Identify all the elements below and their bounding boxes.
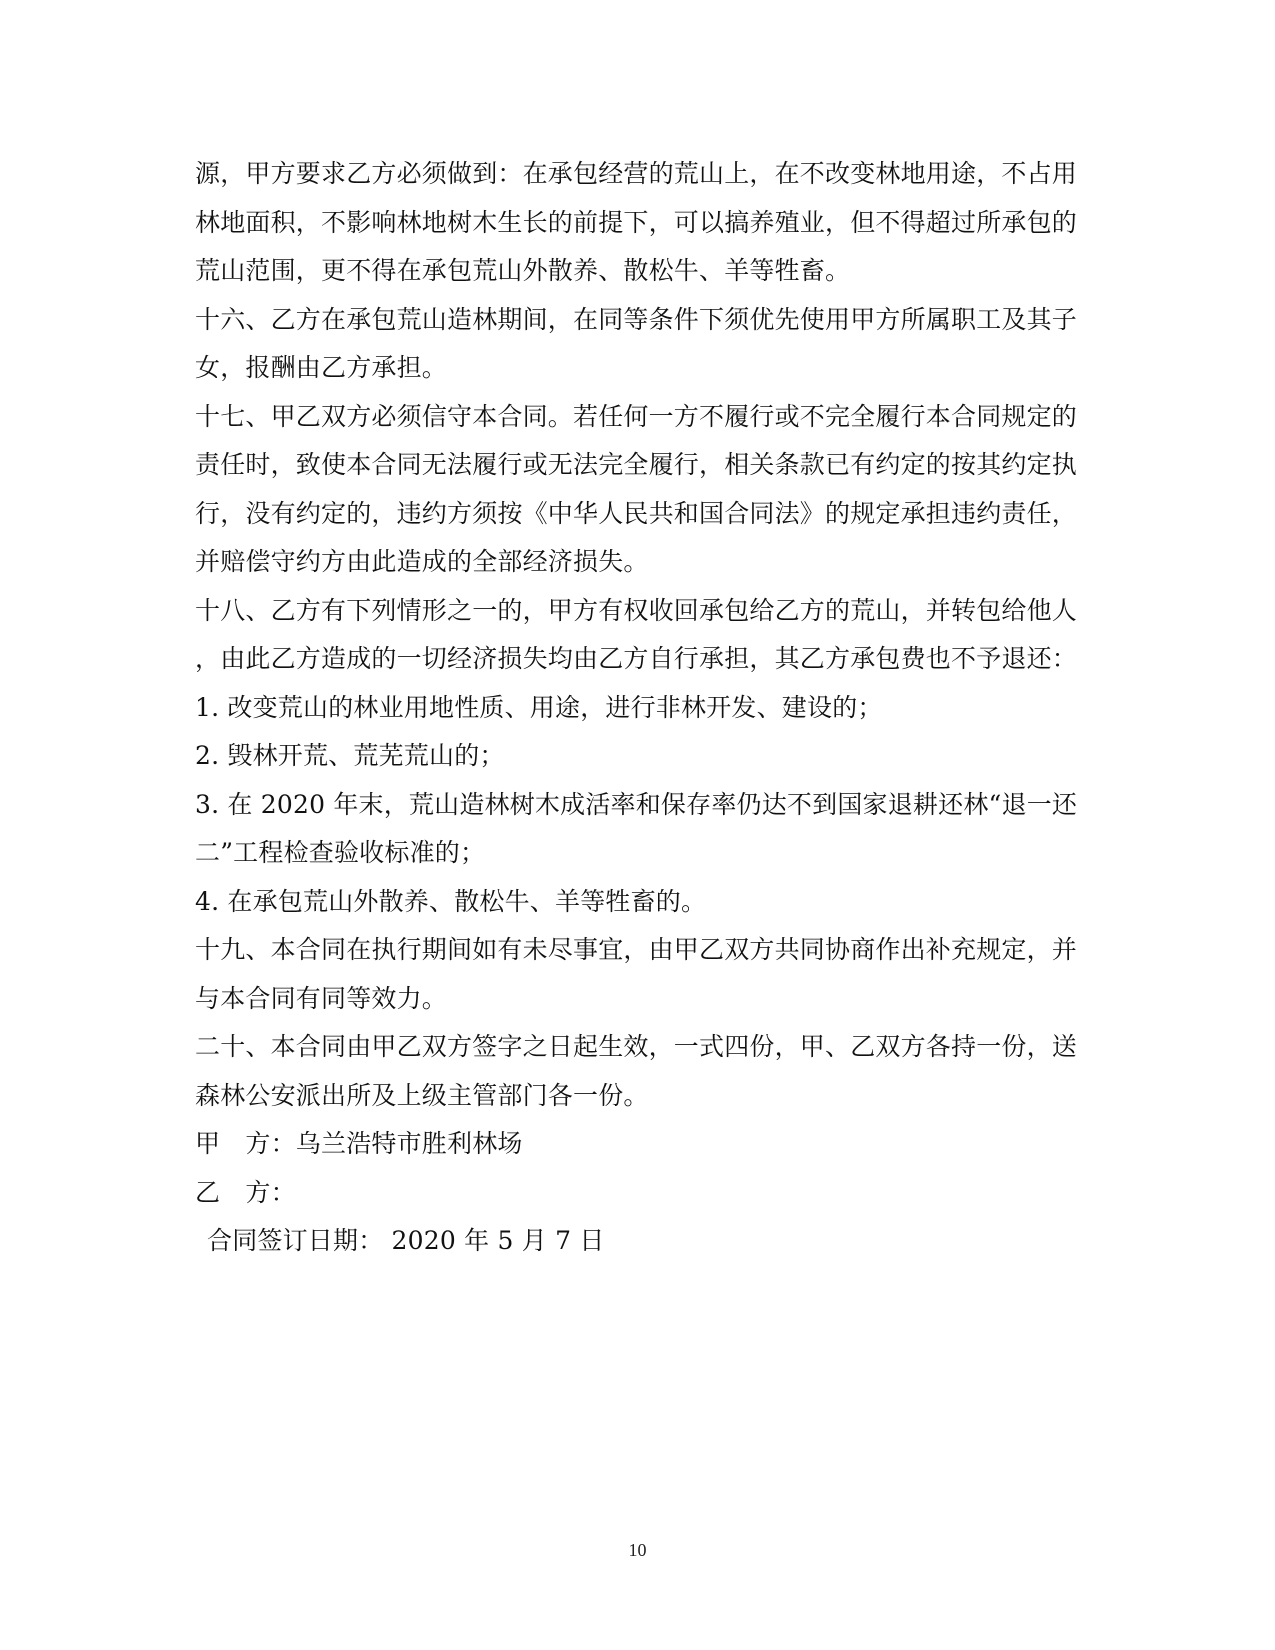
text-line: 源，甲方要求乙方必须做到：在承包经营的荒山上，在不改变林地用途，不占用 [195,159,1078,188]
text-line: ，由此乙方造成的一切经济损失均由乙方自行承担，其乙方承包费也不予退还： [195,644,1078,673]
text-line: 与本合同有同等效力。 [195,983,448,1013]
party-a-signature-line: 甲 方：乌兰浩特市胜利林场 [195,1129,523,1158]
clause-18-line: 十八、乙方有下列情形之一的，甲方有权收回承包给乙方的荒山，并转包给他人 [195,595,1078,625]
clause-19-line: 十九、本合同在执行期间如有未尽事宜，由甲乙双方共同协商作出补充规定，并 [195,935,1078,964]
signing-date-line: 合同签订日期： 2020 年 5 月 7 日 [207,1226,605,1255]
text-line: 林地面积，不影响林地树木生长的前提下，可以搞养殖业，但不得超过所承包的 [195,207,1078,237]
clause-20-line: 二十、本合同由甲乙双方签字之日起生效，一式四份，甲、乙双方各持一份，送 [195,1032,1078,1061]
list-item: 4. 在承包荒山外散养、散松牛、羊等牲畜的。 [195,886,707,916]
party-b-signature-line: 乙 方： [195,1177,296,1207]
page-number: 10 [628,1540,647,1560]
text-line: 责任时，致使本合同无法履行或无法完全履行，相关条款已有约定的按其约定执 [195,450,1078,479]
clause-16-line: 十六、乙方在承包荒山造林期间，在同等条件下须优先使用甲方所属职工及其子 [195,304,1078,334]
list-item: 2. 毁林开荒、荒芜荒山的； [195,741,505,770]
text-line: 并赔偿守约方由此造成的全部经济损失。 [195,547,649,576]
text-line: 荒山范围，更不得在承包荒山外散养、散松牛、羊等牲畜。 [195,256,851,285]
text-line: 行，没有约定的，违约方须按《中华人民共和国合同法》的规定承担违约责任， [195,498,1078,528]
text-line: 女，报酬由乙方承担。 [195,353,448,382]
text-line: 森林公安派出所及上级主管部门各一份。 [195,1080,649,1110]
list-item: 3. 在 2020 年末，荒山造林树木成活率和保存率仍达不到国家退耕还林“退一还 [195,789,1078,819]
text-line: 二”工程检查验收标准的； [195,838,486,867]
clause-17-line: 十七、甲乙双方必须信守本合同。若任何一方不履行或不完全履行本合同规定的 [195,401,1078,431]
contract-body [195,150,1078,1266]
list-item: 1. 改变荒山的林业用地性质、用途，进行非林开发、建设的； [195,692,883,722]
